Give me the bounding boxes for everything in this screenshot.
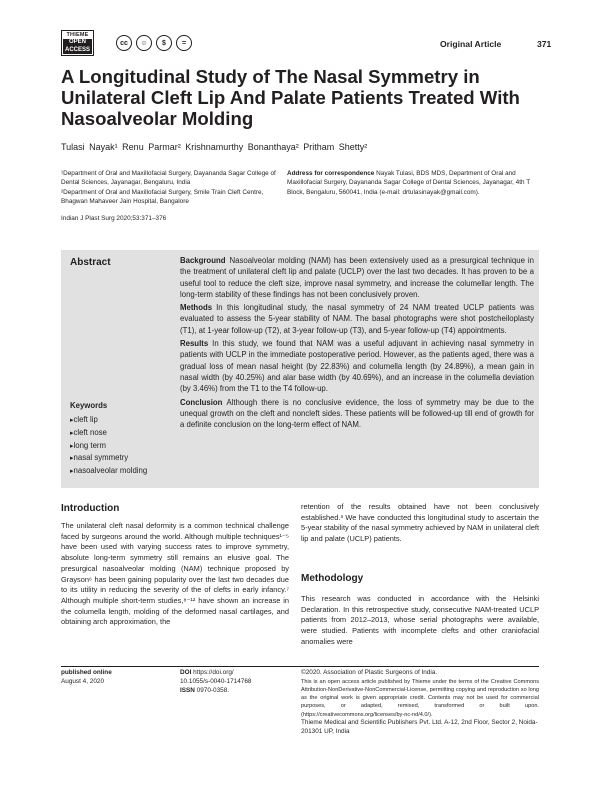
keyword-item: ▸ nasoalveolar molding xyxy=(70,465,147,478)
abstract-conclusion xyxy=(180,397,534,431)
methodology-heading: Methodology xyxy=(301,573,364,584)
abstract-heading: Abstract xyxy=(70,257,111,268)
keyword-item: ▸ nasal symmetry xyxy=(70,452,147,465)
keywords-heading: Keywords xyxy=(70,401,108,410)
correspondence-address xyxy=(287,169,537,197)
published-date: August 4, 2020 xyxy=(61,677,104,685)
background-label: Background xyxy=(180,256,226,265)
license-text: This is an open access article published by Thieme under the terms of the Creative Commons Attribution-NonDerivative-NonCommercial-License, permitting copying and reproduction so long as the original work is given appropriate credit. Contents may not be used for commercial purposes, or adapted, remixed, transformed or built upon. (https://creativecommons.org/licenses/by-nc-nd/4.0/). xyxy=(301,678,539,718)
abstract-results xyxy=(180,338,534,394)
logo-thieme-text: THIEME xyxy=(66,32,89,38)
author-list: Tulasi Nayak¹ Renu Parmar² Krishnamurthy Bonanthaya² Pritham Shetty² xyxy=(61,142,368,152)
article-title: A Longitudinal Study of The Nasal Symmetry in Unilateral Cleft Lip And Palate Patients Treated With Nasoalveolar Molding xyxy=(61,66,520,129)
footer-divider xyxy=(61,666,539,667)
address-label: Address for correspondence xyxy=(287,170,375,177)
abstract-text xyxy=(180,255,534,432)
section-label: Original Article xyxy=(440,39,502,49)
methods-text: In this longitudinal study, the nasal symmetry of 24 NAM treated UCLP patients was evaluated to assess the 5-year stability of NAM. The basal photographs were shot postcheiloplasty (T1), at 1-year follow-up (T2), at 3-year follow-up (T3), and 5-year follow-up (T4) appointments. xyxy=(180,303,534,335)
doi-block xyxy=(180,669,292,695)
publisher-text: Thieme Medical and Scientific Publishers Pvt. Ltd. A-12, 2nd Floor, Sector 2, Noida-201301 UP, India xyxy=(301,718,538,735)
copyright-text: ©2020. Association of Plastic Surgeons of India. xyxy=(301,669,438,676)
logo-access-text: ACCESS xyxy=(64,46,90,53)
keywords-list xyxy=(70,414,147,478)
affiliations xyxy=(61,169,281,207)
page-number: 371 xyxy=(537,39,552,49)
introduction-heading: Introduction xyxy=(61,503,120,514)
abstract-background xyxy=(180,255,534,300)
keyword-item: ▸ long term xyxy=(70,440,147,453)
affiliation-1: ¹Department of Oral and Maxillofacial Surgery, Dayananda Sagar College of Dental Sciences, Jayanagar, Bengaluru, India xyxy=(61,170,276,187)
doi-link-line1[interactable]: https://doi.org/ xyxy=(193,669,234,676)
logo-open-access-text xyxy=(63,39,92,54)
introduction-continued-text: retention of the results obtained have not been conclusively established.³ We have conducted this longitudinal study to ascertain the 5-year stability of the nasal symmetry achieved by NAM in unilateral cleft lip and palate (UCLP) patients. xyxy=(301,502,539,544)
noderivatives-icon: = xyxy=(176,35,192,51)
abstract-methods xyxy=(180,302,534,336)
affiliation-2: ²Department of Oral and Maxillofacial Surgery, Smile Train Cleft Centre, Bhagwan Mahaveer Jain Hospital, Bangalore xyxy=(61,188,264,206)
keyword-item: ▸ cleft nose xyxy=(70,427,147,440)
copyright-block xyxy=(301,669,539,736)
methodology-text: This research was conducted in accordance with the Helsinki Declaration. In this retrospective study, consecutive NAM-treated UCLP patients from 2012–2013, whose serial photographs were available, were studied. Patients with incomplete clefts and other craniofacial anomalies were xyxy=(301,594,539,646)
published-label: published online xyxy=(61,669,112,676)
cc-icon: cc xyxy=(116,35,132,51)
issn-label: ISSN xyxy=(180,686,195,694)
attribution-icon: ☺ xyxy=(136,35,152,51)
conclusion-label: Conclusion xyxy=(180,397,223,407)
introduction-text: The unilateral cleft nasal deformity is a common technical challenge faced by surgeons around the world. Although multiple techniques¹⁻⁵ have been used with varying success rates to improve symmetry, absolute long-term symmetry still remains an elusive goal. The presurgical nasoalveolar molding (NAM) technique proposed by Grayson⁶ has been gaining popularity over the last two decades due to its utility in reducing the severity of the of clefts in early infancy.⁷ Although multiple short-term studies,⁸⁻¹² have shown an increase in the columella length, molding of the deformed nasal cartilages, and obtaining arch approximation, the xyxy=(61,521,289,627)
journal-citation: Indian J Plast Surg 2020;53:371–376 xyxy=(61,215,167,222)
conclusion-text: Although there is no conclusive evidence, the loss of symmetry may be due to the unequal growth on the cleft and noncleft sides. These patients will be followed-up till end of growth for a definite conclusion on the long-term effect of NAM. xyxy=(180,397,534,430)
issn-value: 0970-0358. xyxy=(196,686,230,694)
background-text: Nasoalveolar molding (NAM) has been extensively used as a presurgical technique in the treatment of unilateral cleft lip and palate (UCLP) over the last two decades. It has proven to be a useful tool to reduce the cleft size, improve nasal symmetry, and increase the columellar length. The long-term stability of these findings has not been conclusively proven. xyxy=(180,256,534,299)
results-text: In this study, we found that NAM was a useful adjuvant in achieving nasal symmetry in patients with UCLP in the immediate postoperative period. However, as the patients aged, there was a gradual loss of mean nasal height (by 22.83%) and columella length (by 24.89%), a mean gain in nasal width (by 40.25%) and alar base width (by 40.69%), and an increase in the columella deviation (by 3.46%) from the T1 to the T4 follow-up. xyxy=(180,339,534,394)
methods-label: Methods xyxy=(180,303,213,313)
thieme-open-access-logo xyxy=(61,30,94,56)
doi-link-line2[interactable]: 10.1055/s-0040-1714768 xyxy=(180,677,252,685)
logo-open-text: OPEN xyxy=(68,39,86,45)
noncommercial-icon: $ xyxy=(156,35,172,51)
doi-label: DOI xyxy=(180,669,192,676)
cc-license-icons xyxy=(116,35,192,51)
keyword-item: ▸ cleft lip xyxy=(70,414,147,427)
publication-date-block xyxy=(61,669,171,687)
address-text: Nayak Tulasi, BDS MDS, Department of Oral and Maxillofacial Surgery, Dayananda Sagar College of Dental Sciences, Jayanagar, 4th T Block, Bengaluru, 560041, India (e-mail: drtulasinayak@gmail.com). xyxy=(287,170,530,196)
results-label: Results xyxy=(180,339,209,349)
